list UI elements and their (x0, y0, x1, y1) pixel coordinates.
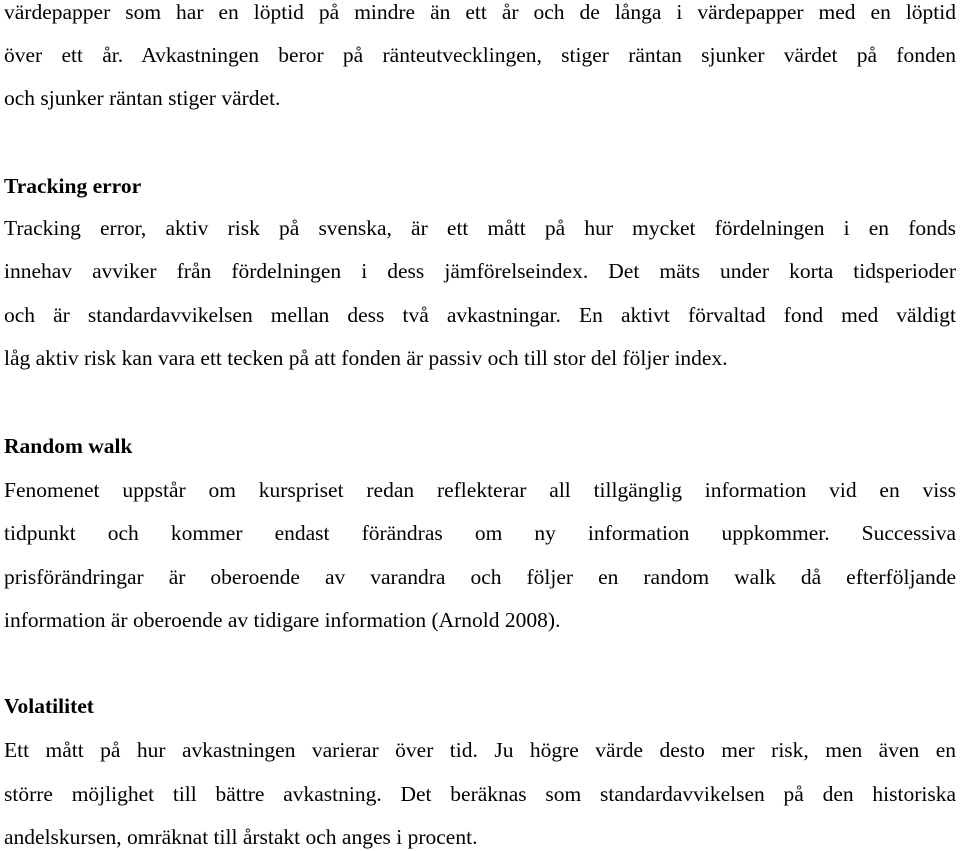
paragraph-line: innehav avviker från fördelningen i dess jämförelseindex. Det mäts under korta tidsperioder (4, 259, 956, 283)
paragraph-line: information är oberoende av tidigare information (Arnold 2008). (4, 608, 561, 632)
paragraph-line: Fenomenet uppstår om kurspriset redan reflekterar all tillgänglig information vid en viss (4, 478, 956, 502)
intro-line: över ett år. Avkastningen beror på ränteutvecklingen, stiger räntan sjunker värdet på fonden (4, 43, 956, 67)
paragraph-line: prisförändringar är oberoende av varandra och följer en random walk då efterföljande (4, 565, 956, 589)
section-heading-volatilitet: Volatilitet (4, 694, 94, 718)
intro-line: och sjunker räntan stiger värdet. (4, 86, 281, 110)
paragraph-line: Tracking error, aktiv risk på svenska, är ett mått på hur mycket fördelningen i en fonds (4, 216, 956, 240)
paragraph-line: låg aktiv risk kan vara ett tecken på att fonden är passiv och till stor del följer index. (4, 346, 728, 370)
paragraph-line: och är standardavvikelsen mellan dess två avkastningar. En aktivt förvaltad fond med väldigt (4, 303, 956, 327)
intro-line: värdepapper som har en löptid på mindre än ett år och de långa i värdepapper med en löptid (4, 0, 956, 24)
section-heading-random-walk: Random walk (4, 434, 133, 458)
paragraph-line: tidpunkt och kommer endast förändras om ny information uppkommer. Successiva (4, 521, 956, 545)
paragraph-line: större möjlighet till bättre avkastning. Det beräknas som standardavvikelsen på den historiska (4, 782, 956, 806)
paragraph-line: Ett mått på hur avkastningen varierar över tid. Ju högre värde desto mer risk, men även en (4, 738, 956, 762)
paragraph-line: andelskursen, omräknat till årstakt och anges i procent. (4, 825, 478, 849)
section-heading-tracking-error: Tracking error (4, 174, 142, 198)
